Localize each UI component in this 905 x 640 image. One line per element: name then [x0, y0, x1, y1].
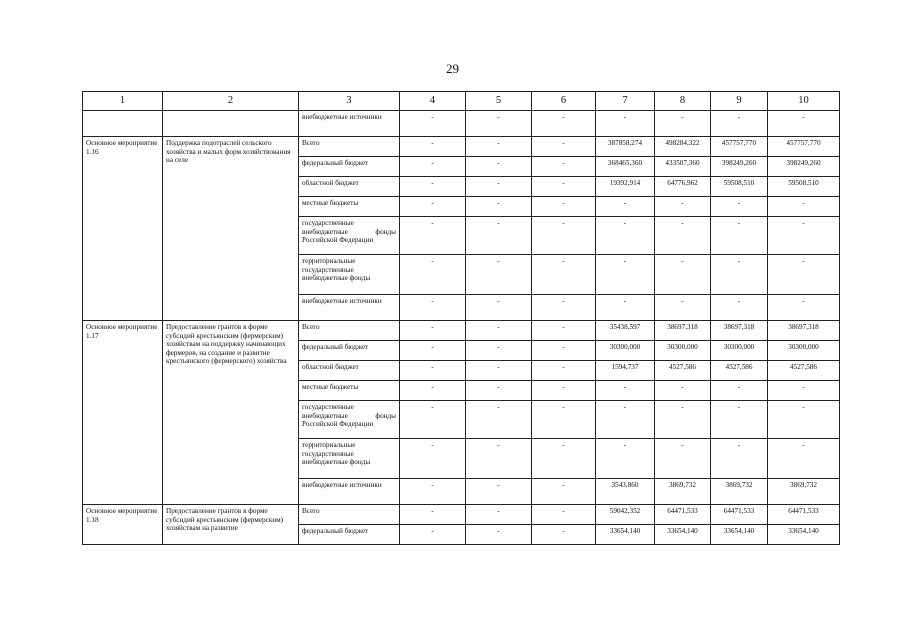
value-cell: - — [711, 255, 768, 295]
table-row — [83, 321, 840, 341]
column-header: 6 — [532, 92, 596, 111]
value-cell: - — [400, 439, 466, 479]
value-cell: 4527,586 — [768, 361, 840, 381]
value-cell: - — [400, 137, 466, 157]
value-cell: 38697,318 — [655, 321, 711, 341]
value-cell: 30300,000 — [711, 341, 768, 361]
description-cell: Предоставление грантов в форме субсидий крестьянским (фермерским) хозяйствам на поддержку начинающих фермеров, на создание и развитие крестьянского (фермерского) хозяйства — [163, 321, 299, 505]
value-cell: - — [532, 255, 596, 295]
value-cell: - — [400, 381, 466, 401]
value-cell: 64471,533 — [655, 505, 711, 525]
value-cell: - — [596, 439, 655, 479]
column-header: 9 — [711, 92, 768, 111]
value-cell: - — [466, 381, 532, 401]
value-cell: 30300,000 — [655, 341, 711, 361]
value-cell: - — [466, 341, 532, 361]
value-cell: 398249,260 — [768, 157, 840, 177]
value-cell: - — [532, 479, 596, 505]
value-cell: - — [711, 197, 768, 217]
value-cell: - — [532, 525, 596, 545]
value-cell: - — [466, 439, 532, 479]
value-cell: 4527,586 — [711, 361, 768, 381]
value-cell: - — [532, 361, 596, 381]
value-cell: - — [466, 479, 532, 505]
funding-source-cell: внебюджетные источники — [299, 295, 400, 321]
funding-source-cell: федеральный бюджет — [299, 341, 400, 361]
value-cell: 38697,318 — [711, 321, 768, 341]
column-header: 5 — [466, 92, 532, 111]
value-cell: 19392,914 — [596, 177, 655, 197]
value-cell: - — [655, 381, 711, 401]
value-cell: - — [532, 505, 596, 525]
value-cell: - — [400, 321, 466, 341]
value-cell: - — [596, 217, 655, 255]
funding-source-cell: государственные внебюджетные фонды Российской Федерации — [299, 401, 400, 439]
funding-source-cell: местные бюджеты — [299, 197, 400, 217]
value-cell: - — [596, 197, 655, 217]
table-row — [83, 137, 840, 157]
value-cell: 59508,510 — [768, 177, 840, 197]
value-cell: - — [768, 255, 840, 295]
activity-cell: Основное мероприятие 1.18 — [83, 505, 163, 545]
value-cell: 3869,732 — [711, 479, 768, 505]
value-cell: 457757,770 — [711, 137, 768, 157]
funding-source-cell: областной бюджет — [299, 177, 400, 197]
value-cell: - — [596, 381, 655, 401]
value-cell: 498284,322 — [655, 137, 711, 157]
value-cell: - — [400, 157, 466, 177]
funding-source-cell: областной бюджет — [299, 361, 400, 381]
value-cell: - — [532, 217, 596, 255]
value-cell: - — [655, 255, 711, 295]
funding-source-cell: территориальные государственные внебюджетные фонды — [299, 439, 400, 479]
value-cell: - — [466, 255, 532, 295]
description-cell — [163, 111, 299, 137]
value-cell: - — [655, 111, 711, 137]
value-cell: - — [532, 341, 596, 361]
funding-source-cell: Всего — [299, 505, 400, 525]
value-cell: - — [655, 439, 711, 479]
value-cell: - — [532, 177, 596, 197]
value-cell: 4527,586 — [655, 361, 711, 381]
value-cell: - — [532, 111, 596, 137]
value-cell: 33654,140 — [711, 525, 768, 545]
value-cell: 3543,860 — [596, 479, 655, 505]
value-cell: - — [768, 381, 840, 401]
value-cell: - — [768, 197, 840, 217]
value-cell: - — [400, 217, 466, 255]
value-cell: - — [532, 381, 596, 401]
column-header: 3 — [299, 92, 400, 111]
value-cell: 30300,000 — [596, 341, 655, 361]
budget-table — [82, 91, 840, 545]
value-cell: 64471,533 — [768, 505, 840, 525]
value-cell: 33654,140 — [596, 525, 655, 545]
value-cell: - — [768, 111, 840, 137]
value-cell: 38697,318 — [768, 321, 840, 341]
column-header: 7 — [596, 92, 655, 111]
value-cell: - — [400, 401, 466, 439]
value-cell: 457757,770 — [768, 137, 840, 157]
value-cell: - — [400, 505, 466, 525]
column-header: 10 — [768, 92, 840, 111]
value-cell: - — [466, 401, 532, 439]
value-cell: - — [400, 197, 466, 217]
value-cell: 64776,962 — [655, 177, 711, 197]
table-row — [83, 111, 840, 137]
value-cell: 59042,352 — [596, 505, 655, 525]
funding-source-cell: внебюджетные источники — [299, 479, 400, 505]
description-cell: Поддержка подотраслей сельского хозяйства и малых форм хозяйствования на селе — [163, 137, 299, 321]
value-cell: - — [400, 361, 466, 381]
value-cell: - — [532, 157, 596, 177]
value-cell: - — [655, 197, 711, 217]
value-cell: - — [655, 217, 711, 255]
value-cell: - — [466, 321, 532, 341]
value-cell: - — [466, 111, 532, 137]
value-cell: - — [532, 197, 596, 217]
funding-source-cell: территориальные государственные внебюджетные фонды — [299, 255, 400, 295]
value-cell: - — [466, 157, 532, 177]
value-cell: - — [466, 137, 532, 157]
value-cell: - — [400, 479, 466, 505]
value-cell: 3869,732 — [768, 479, 840, 505]
funding-source-cell: федеральный бюджет — [299, 525, 400, 545]
value-cell: - — [596, 401, 655, 439]
value-cell: - — [466, 505, 532, 525]
value-cell: - — [768, 295, 840, 321]
column-header: 8 — [655, 92, 711, 111]
value-cell: - — [596, 255, 655, 295]
value-cell: - — [768, 401, 840, 439]
value-cell: - — [532, 321, 596, 341]
activity-cell — [83, 111, 163, 137]
value-cell: - — [466, 177, 532, 197]
value-cell: - — [400, 255, 466, 295]
value-cell: - — [532, 295, 596, 321]
description-cell: Предоставление грантов в форме субсидий крестьянским (фермерским) хозяйствам на развитие — [163, 505, 299, 545]
value-cell: - — [711, 111, 768, 137]
value-cell: - — [711, 381, 768, 401]
page-number: 29 — [446, 61, 459, 76]
value-cell: 33654,140 — [655, 525, 711, 545]
column-header: 4 — [400, 92, 466, 111]
funding-source-cell: местные бюджеты — [299, 381, 400, 401]
value-cell: 33654,140 — [768, 525, 840, 545]
value-cell: - — [655, 295, 711, 321]
value-cell: - — [768, 217, 840, 255]
activity-cell: Основное мероприятие 1.17 — [83, 321, 163, 505]
value-cell: - — [711, 439, 768, 479]
value-cell: 387858,274 — [596, 137, 655, 157]
value-cell: - — [400, 341, 466, 361]
value-cell: 368465,360 — [596, 157, 655, 177]
table-row — [83, 505, 840, 525]
value-cell: - — [466, 197, 532, 217]
value-cell: - — [400, 111, 466, 137]
value-cell: 433507,360 — [655, 157, 711, 177]
value-cell: 3869,732 — [655, 479, 711, 505]
value-cell: - — [466, 295, 532, 321]
value-cell: 1594,737 — [596, 361, 655, 381]
value-cell: 59508,510 — [711, 177, 768, 197]
value-cell: - — [768, 439, 840, 479]
funding-source-cell: Всего — [299, 137, 400, 157]
value-cell: - — [466, 525, 532, 545]
column-header: 2 — [163, 92, 299, 111]
value-cell: - — [711, 217, 768, 255]
funding-source-cell: Всего — [299, 321, 400, 341]
funding-source-cell: внебюджетные источники — [299, 111, 400, 137]
value-cell: - — [532, 137, 596, 157]
value-cell: 64471,533 — [711, 505, 768, 525]
funding-source-cell: федеральный бюджет — [299, 157, 400, 177]
value-cell: - — [596, 295, 655, 321]
activity-cell: Основное мероприятие 1.16 — [83, 137, 163, 321]
value-cell: 398249,260 — [711, 157, 768, 177]
value-cell: - — [466, 217, 532, 255]
value-cell: - — [400, 525, 466, 545]
value-cell: - — [400, 177, 466, 197]
value-cell: 30300,000 — [768, 341, 840, 361]
value-cell: - — [532, 401, 596, 439]
value-cell: - — [532, 439, 596, 479]
value-cell: - — [400, 295, 466, 321]
value-cell: - — [466, 361, 532, 381]
value-cell: - — [596, 111, 655, 137]
value-cell: - — [655, 401, 711, 439]
funding-source-cell: государственные внебюджетные фонды Российской Федерации — [299, 217, 400, 255]
value-cell: - — [711, 295, 768, 321]
column-header: 1 — [83, 92, 163, 111]
table-header-row — [83, 92, 840, 111]
value-cell: - — [711, 401, 768, 439]
value-cell: 35438,597 — [596, 321, 655, 341]
